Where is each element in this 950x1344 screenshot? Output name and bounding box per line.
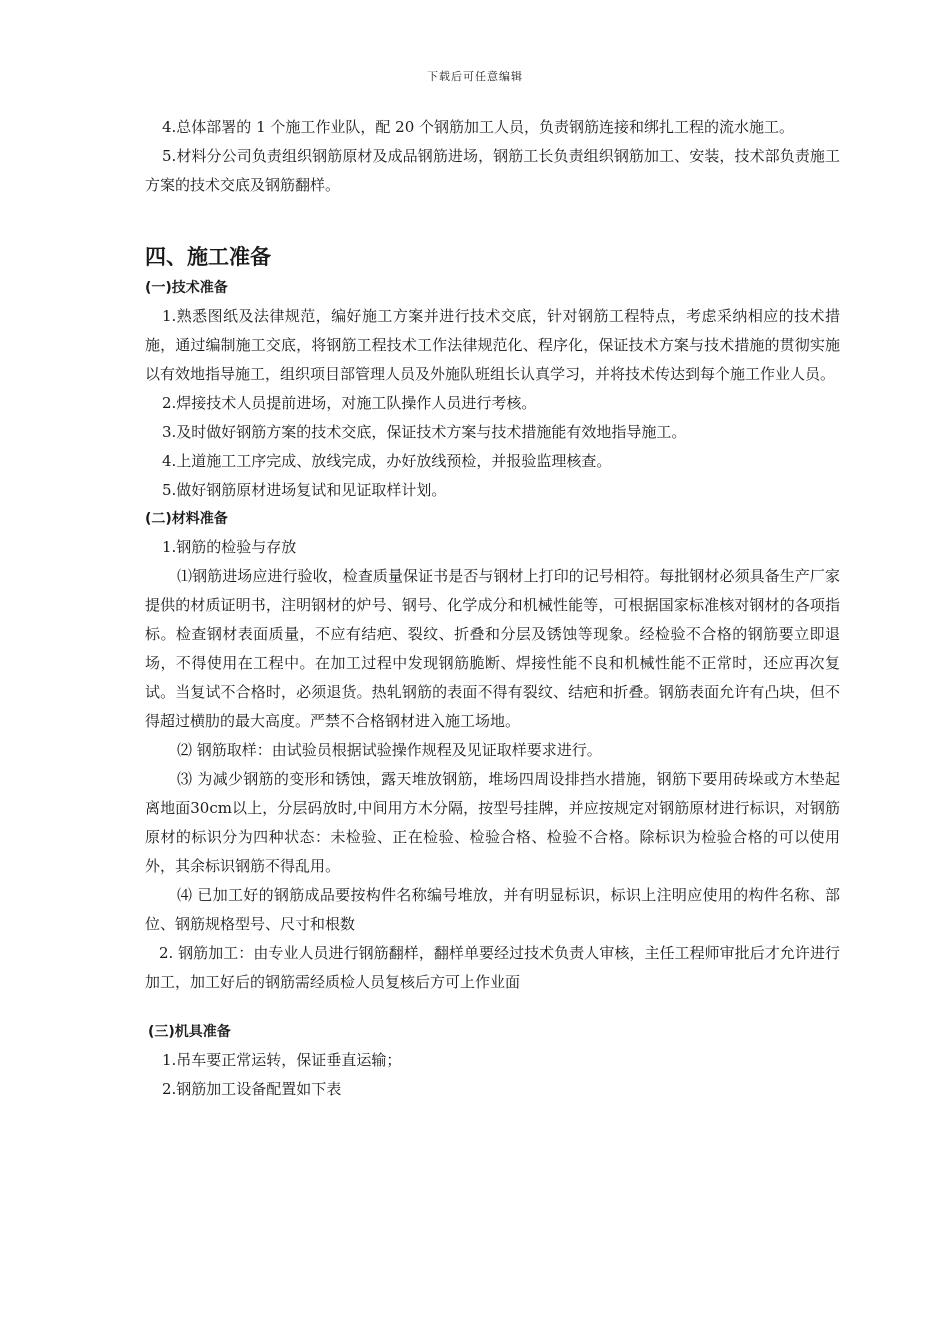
list-item: 3.及时做好钢筋方案的技术交底，保证技术方案与技术措施能有效地指导施工。 (162, 423, 687, 441)
list-item: 1.吊车要正常运转，保证垂直运输； (162, 1051, 402, 1069)
list-item: 2.钢筋加工设备配置如下表 (162, 1080, 342, 1098)
material-sub-heading: 1.钢筋的检验与存放 (162, 538, 297, 556)
subsection-title-machine: (三)机具准备 (148, 1024, 231, 1040)
page-header: 下载后可任意编辑 (427, 70, 523, 83)
paragraph-material-company: 5.材料分公司负责组织钢筋原材及成品钢筋进场，钢筋工长负责组织钢筋加工、安装，技术部负责施工方案的技术交底及钢筋翻样。 (145, 147, 840, 194)
subsection-title-material: (二)材料准备 (145, 511, 228, 527)
material-paragraph: ⑶ 为减少钢筋的变形和锈蚀，露天堆放钢筋，堆场四周设排挡水措施，钢筋下要用砖垛或方木垫起离地面30cm以上，分层码放时,中间用方木分隔，按型号挂牌，并应按规定对钢筋原材进行标识，对钢筋原材的标识分为四种状态：未检验、正在检验、检验合格、检验不合格。除标识为检验合格的可以使用外，其余标识钢筋不得乱用。 (145, 770, 840, 875)
paragraph-deployment: 4.总体部署的 1 个施工作业队，配 20 个钢筋加工人员，负责钢筋连接和绑扎工程的流水施工。 (162, 118, 795, 136)
list-item: 4.上道施工工序完成、放线完成，办好放线预检，并报验监理核查。 (162, 452, 612, 470)
list-item: 5.做好钢筋原材进场复试和见证取样计划。 (162, 481, 447, 499)
section-title: 四、施工准备 (145, 245, 271, 269)
material-sub-heading: 2. 钢筋加工：由专业人员进行钢筋翻样，翻样单要经过技术负责人审核，主任工程师审批后才允许进行加工，加工好后的钢筋需经质检人员复核后方可上作业面 (145, 944, 840, 991)
list-item: 1.熟悉图纸及法律规范，编好施工方案并进行技术交底，针对钢筋工程特点，考虑采纳相应的技术措施，通过编制施工交底，将钢筋工程技术工作法律规范化、程序化，保证技术方案与技术措施的贯彻实施以有效地指导施工，组织项目部管理人员及外施队班组长认真学习，并将技术传达到每个施工作业人员。 (145, 307, 840, 383)
subsection-title-tech: (一)技术准备 (145, 280, 228, 296)
list-item: 2.焊接技术人员提前进场，对施工队操作人员进行考核。 (162, 394, 537, 412)
material-paragraph: ⑷ 已加工好的钢筋成品要按构件名称编号堆放，并有明显标识，标识上注明应使用的构件名称、部位、钢筋规格型号、尺寸和根数 (145, 886, 840, 933)
material-paragraph: ⑴钢筋进场应进行验收，检查质量保证书是否与钢材上打印的记号相符。每批钢材必须具备生产厂家提供的材质证明书，注明钢材的炉号、钢号、化学成分和机械性能等，可根据国家标准核对钢材的各项指标。检查钢材表面质量，不应有结疤、裂纹、折叠和分层及锈蚀等现象。经检验不合格的钢筋要立即退场，不得使用在工程中。在加工过程中发现钢筋脆断、焊接性能不良和机械性能不正常时，还应再次复试。当复试不合格时，必须退货。热轧钢筋的表面不得有裂纹、结疤和折叠。钢筋表面允许有凸块，但不得超过横肋的最大高度。严禁不合格钢材进入施工场地。 (145, 567, 840, 730)
material-paragraph: ⑵ 钢筋取样：由试验员根据试验操作规程及见证取样要求进行。 (177, 741, 602, 759)
document-body (145, 113, 840, 1104)
